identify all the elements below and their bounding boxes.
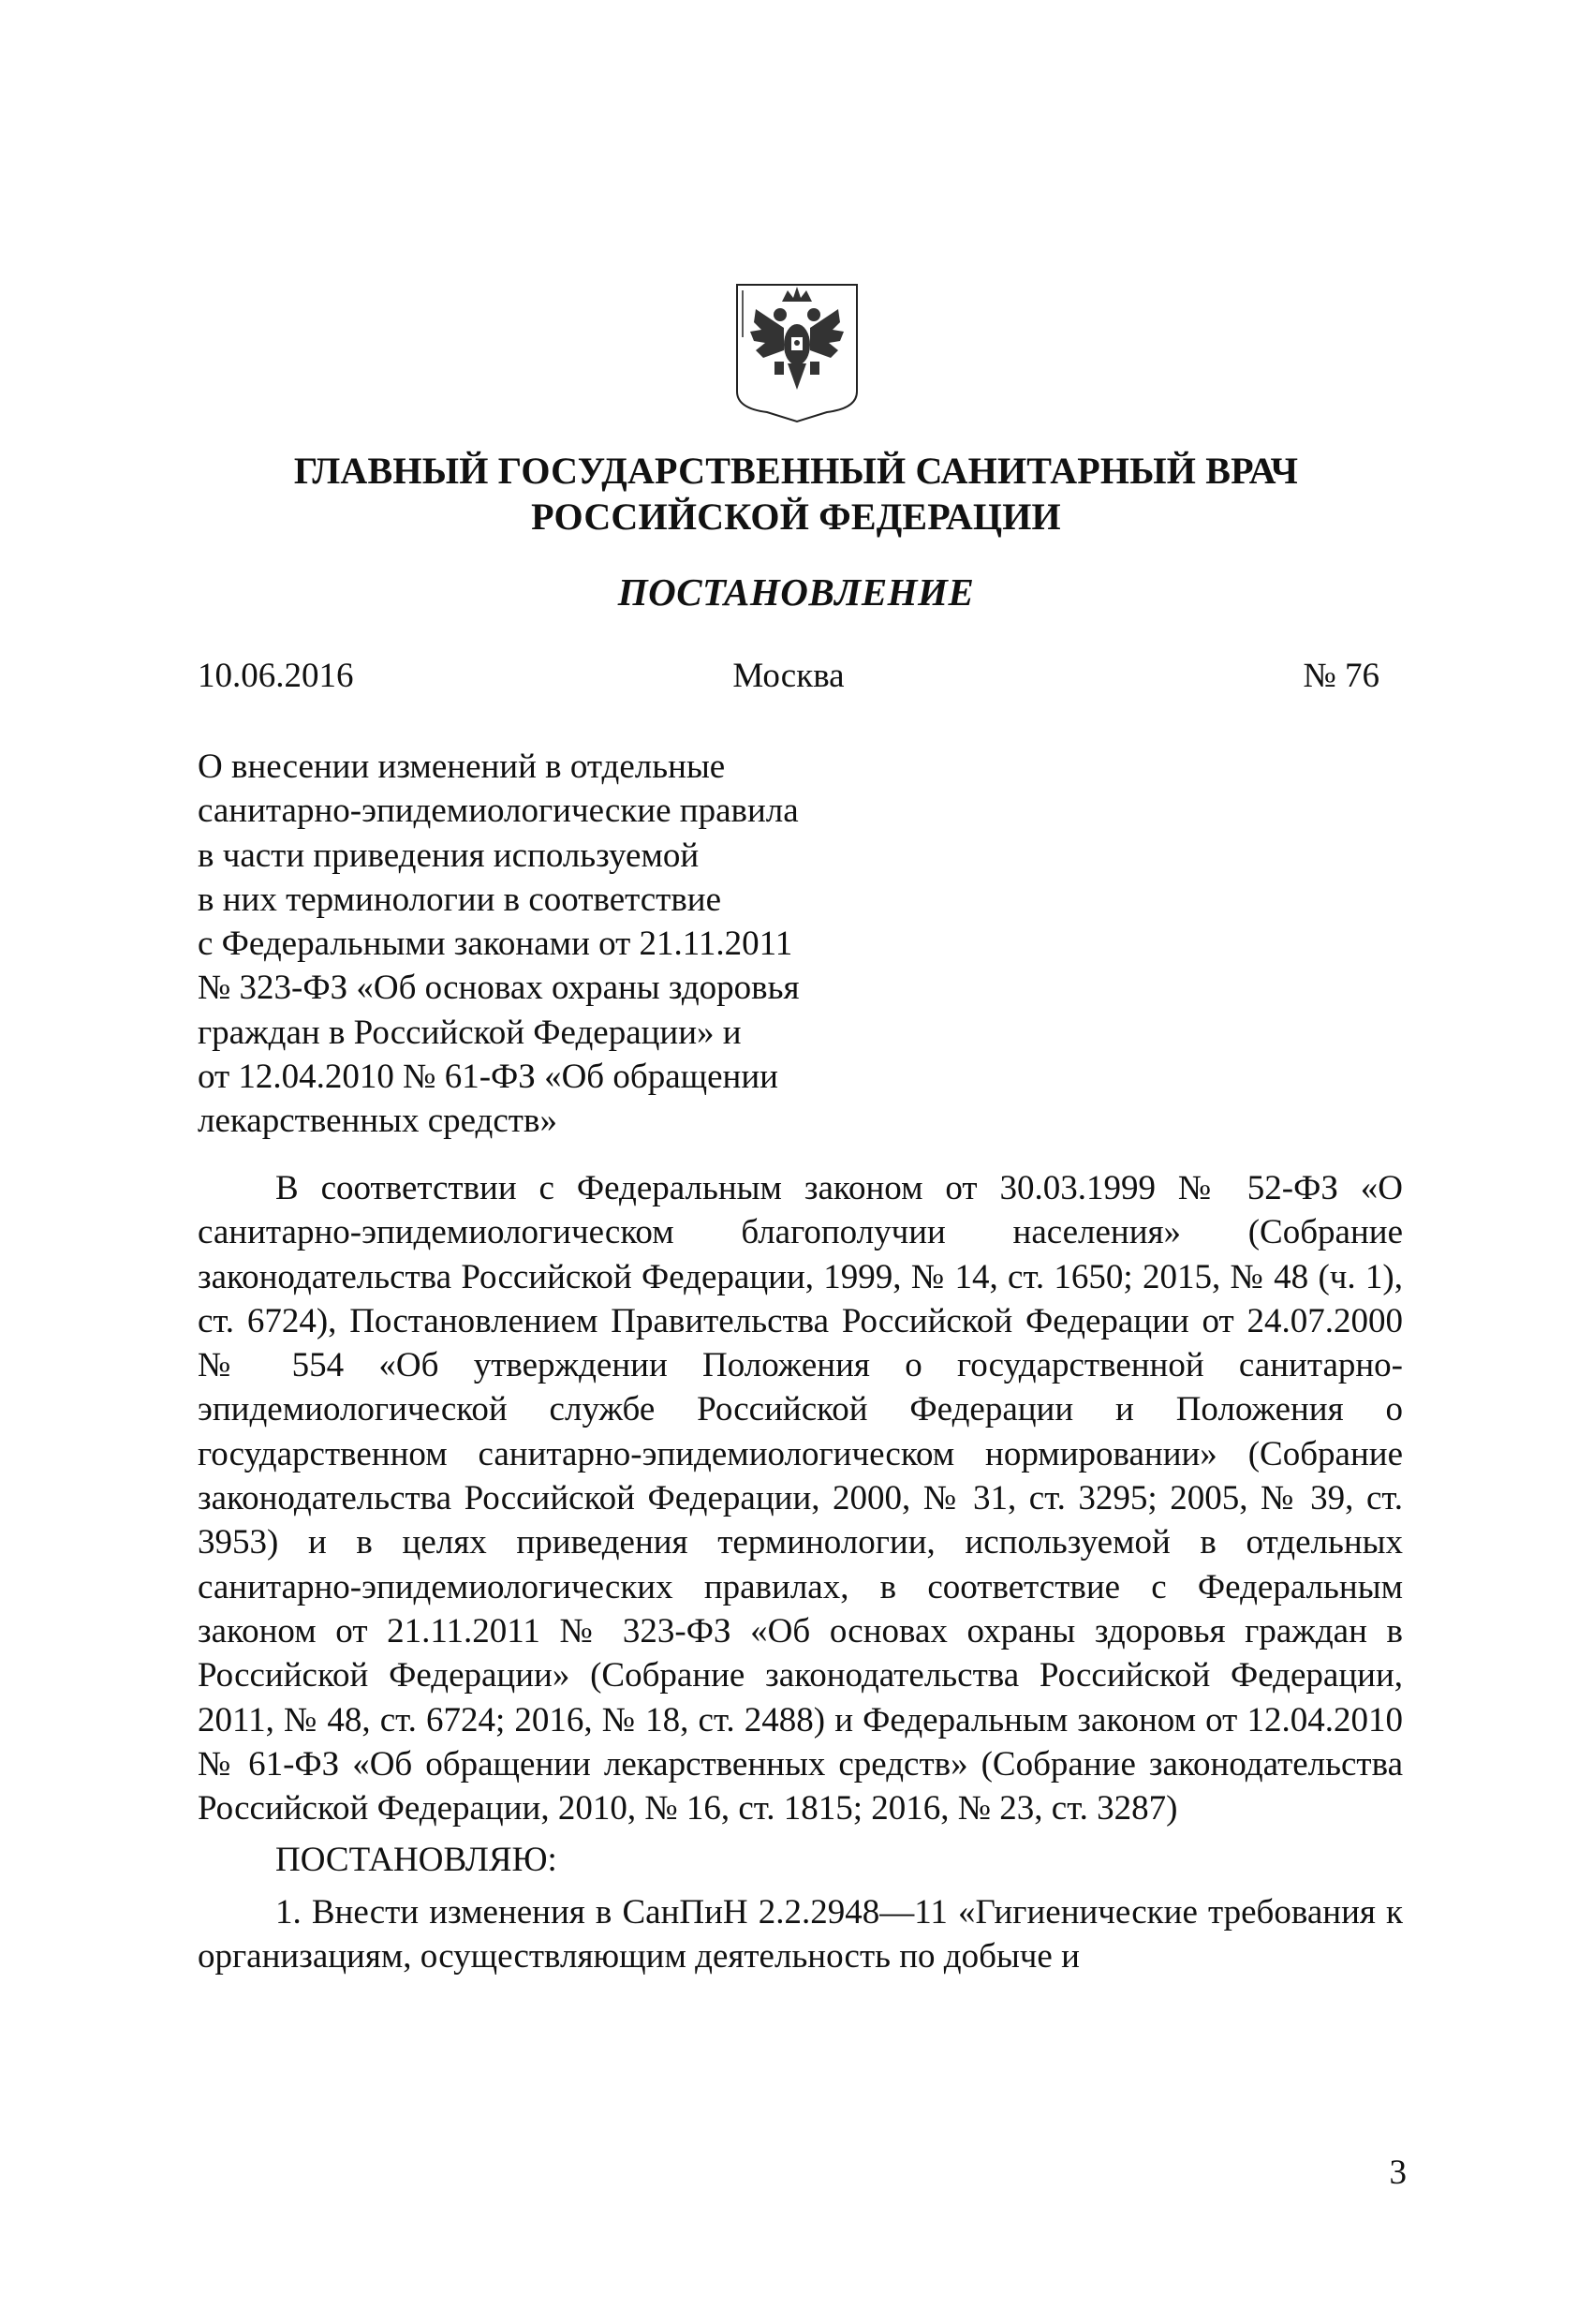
preamble-paragraph: В соответствии с Федеральным законом от 30.03.1999 № 52-ФЗ «О санитарно-эпидемиологическом благополучии населения» (Собрание законодательства Российской Федерации, 1999, № 14, ст. 1650; 2015, № 48 (ч. 1), ст. 6724), Постановлением Правительства Российской Федерации от 24.07.2000 № 554 «Об утверждении Положения о государственной санитарно-эпидемиологической службе Российской Федерации и Положения о государственном санитарно-эпидемиологическом нормировании» (Собрание законодательства Российской Федерации, 2000, № 31, ст. 3295; 2005, № 39, ст. 3953) и в целях приведения терминологии, используемой в отдельных санитарно-эпидемиологических правилах, в соответствие с Федеральным законом от 21.11.2011 № 323-ФЗ «Об основах охраны здоровья граждан в Российской Федерации» (Собрание законодательства Российской Федерации, 2011, № 48, ст. 6724; 2016, № 18, ст. 2488) и Федеральным законом от 12.04.2010 № 61-ФЗ «Об обращении лекарственных средств» (Собрание законодательства Российской Федерации, 2010, № 16, ст. 1815; 2016, № 23, ст. 3287) bbox=[198, 1169, 1403, 1828]
title-line: санитарно-эпидемиологические правила bbox=[198, 792, 799, 831]
title-line: № 323-ФЗ «Об основах охраны здоровья bbox=[198, 969, 800, 1008]
title-line: О внесении изменений в отдельные bbox=[198, 748, 726, 786]
document-date: 10.06.2016 bbox=[198, 657, 354, 695]
item-1-paragraph: 1. Внести изменения в СанПиН 2.2.2948—11 «Гигиенические требования к организациям, осуществляющим деятельность по добыче и bbox=[198, 1892, 1403, 1976]
resolve-heading: ПОСТАНОВЛЯЮ: bbox=[275, 1841, 557, 1880]
title-line: в части приведения используемой bbox=[198, 836, 700, 875]
title-line: от 12.04.2010 № 61-ФЗ «Об обращении bbox=[198, 1058, 778, 1097]
document-number: № 76 bbox=[1303, 657, 1379, 695]
document-city: Москва bbox=[732, 657, 845, 695]
russian-coat-of-arms-icon bbox=[733, 281, 861, 423]
document-type: ПОСТАНОВЛЕНИЕ bbox=[617, 570, 975, 614]
title-line: с Федеральными законами от 21.11.2011 bbox=[198, 925, 793, 964]
agency-header bbox=[187, 448, 1405, 540]
title-line: граждан в Российской Федерации» и bbox=[198, 1013, 742, 1052]
page-number: 3 bbox=[1389, 2154, 1407, 2192]
title-line: в них терминологии в соответствие bbox=[198, 880, 722, 919]
document-body bbox=[198, 1166, 1403, 1978]
agency-line-1: ГЛАВНЫЙ ГОСУДАРСТВЕННЫЙ САНИТАРНЫЙ ВРАЧ bbox=[293, 450, 1299, 492]
document-meta bbox=[198, 656, 1379, 703]
document-title bbox=[198, 745, 909, 1144]
agency-line-2: РОССИЙСКОЙ ФЕДЕРАЦИИ bbox=[531, 496, 1061, 538]
title-line: лекарственных средств» bbox=[198, 1102, 557, 1141]
